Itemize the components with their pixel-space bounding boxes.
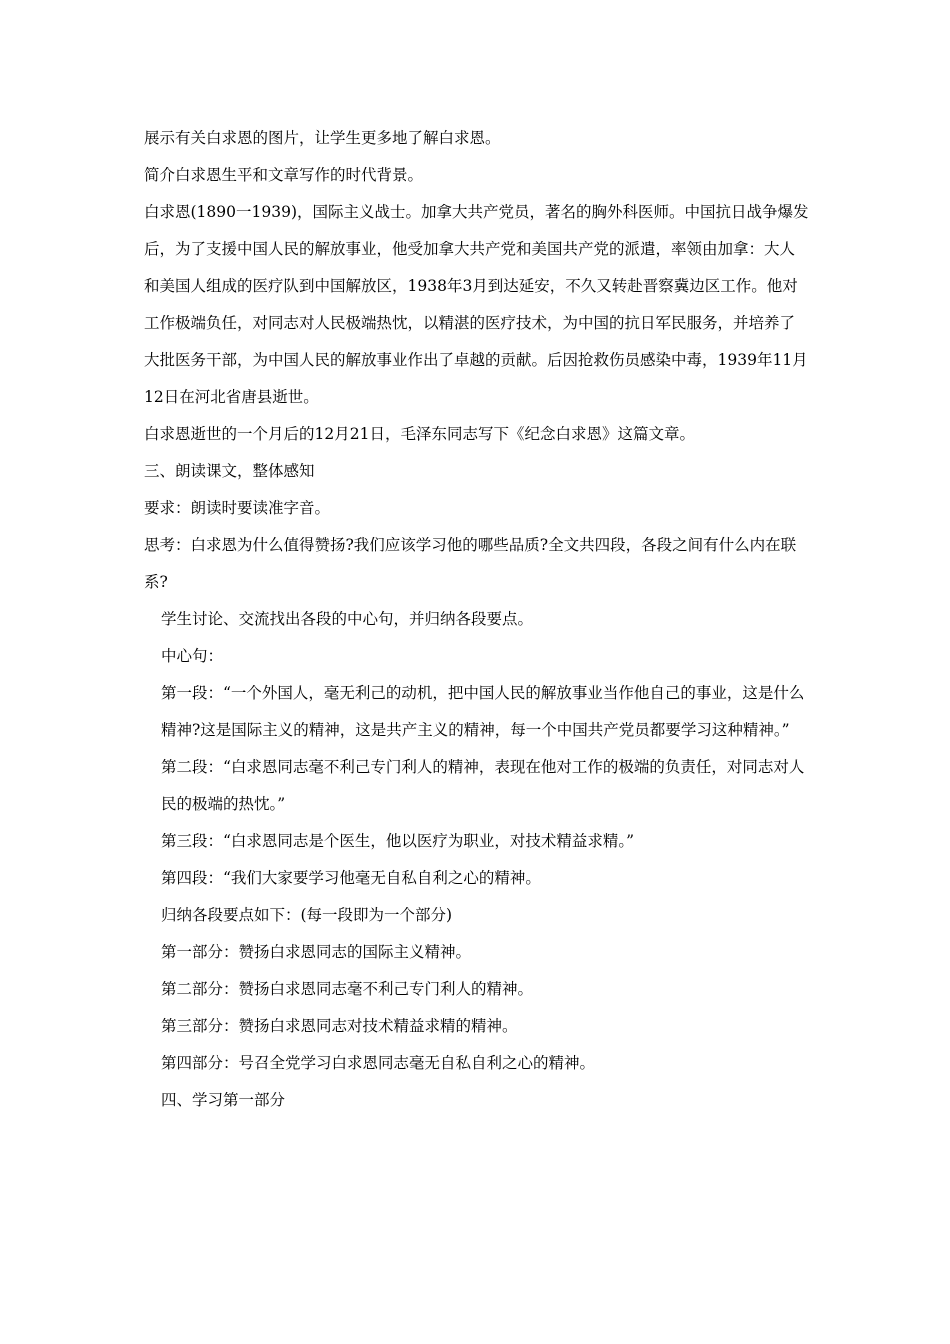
paragraph-section-two-quote: 第二段：“白求恩同志毫不利己专门利人的精神，表现在他对工作的极端的负责任，对同志对人民的极端的热忱。” [161,758,805,813]
document-page [144,120,810,1119]
paragraph-central-sentence-label: 中心句： [161,647,224,665]
paragraph-biography: 白求恩(1890一1939)，国际主义战士。加拿大共产党员，著名的胸外科医师。中国抗日战争爆发后，为了支援中国人民的解放事业，他受加拿大共产党和美国共产党的派遣，率领由加拿：大人和美国人组成的医疗队到中国解放区，1938年3月到达延安，不久又转赴晋察冀边区工作。他对工作极端负任，对同志对人民极端热忱，以精湛的医疗技术，为中国的抗日军民服务，并培养了大批医务干部，为中国人民的解放事业作出了卓越的贡献。后因抢救伤员感染中毒，1939年11月12日在河北省唐县逝世。 [144,203,809,406]
paragraph-section-three-quote: 第三段：“白求恩同志是个医生，他以医疗为职业，对技术精益求精。” [161,832,635,850]
paragraph-student-discussion: 学生讨论、交流找出各段的中心句，并归纳各段要点。 [161,610,534,628]
paragraph-intro-background: 简介白求恩生平和文章写作的时代背景。 [144,166,424,184]
paragraph-think-question: 思考：白求恩为什么值得赞扬?我们应该学习他的哪些品质?全文共四段，各段之间有什么内在联系? [144,536,797,591]
section-heading-read-aloud: 三、朗读课文，整体感知 [144,462,315,480]
paragraph-show-pictures: 展示有关白求恩的图片，让学生更多地了解白求恩。 [144,129,501,147]
paragraph-part-four: 第四部分：号召全党学习白求恩同志毫无自私自利之心的精神。 [161,1054,596,1072]
paragraph-section-one-quote: 第一段：“一个外国人，毫无利己的动机，把中国人民的解放事业当作他自己的事业，这是什么精神?这是国际主义的精神，这是共产主义的精神，每一个中国共产党员都要学习这种精神。” [161,684,805,739]
paragraph-requirement: 要求：朗读时要读准字音。 [144,499,331,517]
paragraph-section-four-quote: 第四段：“我们大家要学习他毫无自私自利之心的精神。 [161,869,541,887]
paragraph-part-three: 第三部分：赞扬白求恩同志对技术精益求精的精神。 [161,1017,518,1035]
paragraph-article-date: 白求恩逝世的一个月后的12月21日，毛泽东同志写下《纪念白求恩》这篇文章。 [144,425,695,443]
section-heading-study-part-one: 四、学习第一部分 [161,1091,286,1109]
paragraph-part-one: 第一部分：赞扬白求恩同志的国际主义精神。 [161,943,472,961]
paragraph-summary-intro: 归纳各段要点如下：(每一段即为一个部分) [161,906,453,924]
paragraph-part-two: 第二部分：赞扬白求恩同志毫不利己专门利人的精神。 [161,980,534,998]
